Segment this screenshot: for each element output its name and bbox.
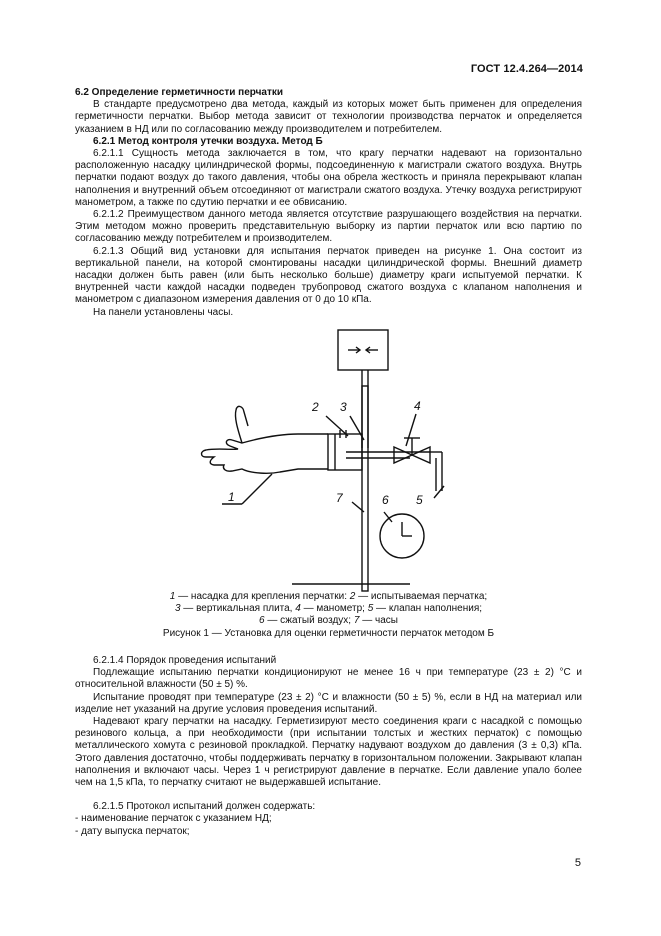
upper-text-block: [75, 87, 582, 319]
legend-text: — сжатый воздух;: [264, 615, 354, 627]
legend-num: 2: [349, 591, 356, 602]
legend-num: 1: [169, 591, 176, 602]
lower-text-block: [75, 655, 582, 838]
paragraph-6-2-1-4-title: 6.2.1.4 Порядок проведения испытаний: [93, 655, 277, 666]
paragraph-6-2-1-4-a: Подлежащие испытанию перчатки кондиционируют не менее 16 ч при температуре (23 ± 2) °С и относительной влажности (50 ± 5) %.: [75, 667, 582, 691]
label-3: 3: [340, 400, 347, 414]
legend-text: — часы: [359, 615, 398, 627]
legend-text: — насадка для крепления перчатки:: [175, 591, 350, 602]
legend-text: — вертикальная плита,: [180, 603, 296, 615]
legend-line-3: [75, 615, 582, 627]
label-7: 7: [336, 491, 343, 505]
document-code: ГОСТ 12.4.264—2014: [470, 63, 583, 75]
legend-text: — клапан наполнения;: [373, 603, 483, 615]
label-2: 2: [312, 400, 319, 414]
paragraph-6-2-1-4-b: Испытание проводят при температуре (23 ± 2) °С и влажности (50 ± 5) %, если в НД на материал или изделие нет указаний на другие условия проведения испытаний.: [75, 691, 582, 715]
paragraph-6-2-1-1: 6.2.1.1 Сущность метода заключается в том, что крагу перчатки надевают на горизонтально расположенную насадку цилиндрической формы, подсоединенную к магистрали сжатого воздуха. Внутрь перчатки подают воздух до такого давления, чтобы она обрела жесткость и приняла перекрывают клапан наполнения и внутренний объем отсоединяют от магистрали сжатого воздуха. Утечку воздуха регистрируют манометром, а также по сдутию перчатки и ее обвисанию.: [75, 148, 582, 208]
legend-line-1: [75, 591, 582, 603]
legend-text: — испытываемая перчатка;: [355, 591, 488, 602]
figure-legend: [75, 591, 582, 640]
paragraph-6-2-1-5-title: 6.2.1.5 Протокол испытаний должен содержать:: [93, 801, 316, 813]
label-1: 1: [228, 490, 235, 504]
legend-num: 7: [353, 615, 360, 627]
protocol-item-2: - дату выпуска перчаток;: [75, 825, 190, 837]
section-6-2-title: 6.2 Определение герметичности перчатки: [75, 87, 284, 98]
label-5: 5: [416, 493, 423, 507]
protocol-item-1: - наименование перчаток с указанием НД;: [75, 813, 272, 825]
legend-line-2: [75, 603, 582, 615]
vertical-plate: [362, 386, 368, 591]
glove-shape: [202, 434, 329, 473]
clock-box: [338, 330, 388, 370]
legend-num: 4: [295, 603, 301, 615]
page-number: 5: [574, 857, 581, 869]
legend-num: 3: [174, 603, 181, 615]
legend-num: 5: [367, 603, 374, 615]
legend-num: 6: [259, 615, 265, 627]
section-6-2-1-title: 6.2.1 Метод контроля утечки воздуха. Метод Б: [93, 135, 323, 147]
paragraph-clock: На панели установлены часы.: [93, 306, 234, 318]
paragraph-6-2-1-2: 6.2.1.2 Преимуществом данного метода является отсутствие разрушающего воздействия на перчатки. Этим методом можно проверить представительную выборку из партии перчаток или всю партию по согласованию между потребителем и производителем.: [75, 209, 582, 245]
figure-1-diagram: [180, 326, 460, 596]
paragraph-6-2-1-3: 6.2.1.3 Общий вид установки для испытания перчаток приведен на рисунке 1. Она состоит из вертикальной панели, на которой смонтированы насадки цилиндрической формы. Внешний диаметр насадки должен быть равен (или быть несколько больше) диаметру краги испытуемой перчатки. К внутренней части каждой насадки подведен трубопровод сжатого воздуха с клапаном наполнения и манометром с диапазоном измерения давления от 0 до 10 кПа.: [75, 245, 582, 306]
intro-paragraph: В стандарте предусмотрено два метода, каждый из которых может быть применен для определения герметичности перчатки. Выбор метода зависит от технологии производства перчаток и определяется указанием в НД или по согласованию между производителем и потребителем.: [75, 99, 582, 135]
paragraph-6-2-1-4-c: Надевают крагу перчатки на насадку. Герметизируют место соединения краги с насадкой с помощью резинового кольца, а при необходимости (при испытании толстых и жестких перчаток) с помощью металлического хомута с резиновой прокладкой. Перчатку надувают воздухом до давления (3 ± 0,3) кПа. Этого давления достаточно, чтобы поддерживать перчатку в горизонтальном положении. Закрывают клапан наполнения и включают часы. Через 1 ч регистрируют давление в перчатке. Если давление упало более чем на 1,5 кПа, то перчатку считают не выдержавшей испытание.: [75, 716, 582, 789]
fill-valve: [394, 447, 412, 463]
label-6: 6: [382, 493, 389, 507]
test-rig-drawing: [180, 326, 460, 596]
label-4: 4: [414, 399, 421, 413]
figure-caption: Рисунок 1 — Установка для оценки герметичности перчаток методом Б: [162, 627, 495, 639]
legend-text: — манометр;: [300, 603, 368, 615]
